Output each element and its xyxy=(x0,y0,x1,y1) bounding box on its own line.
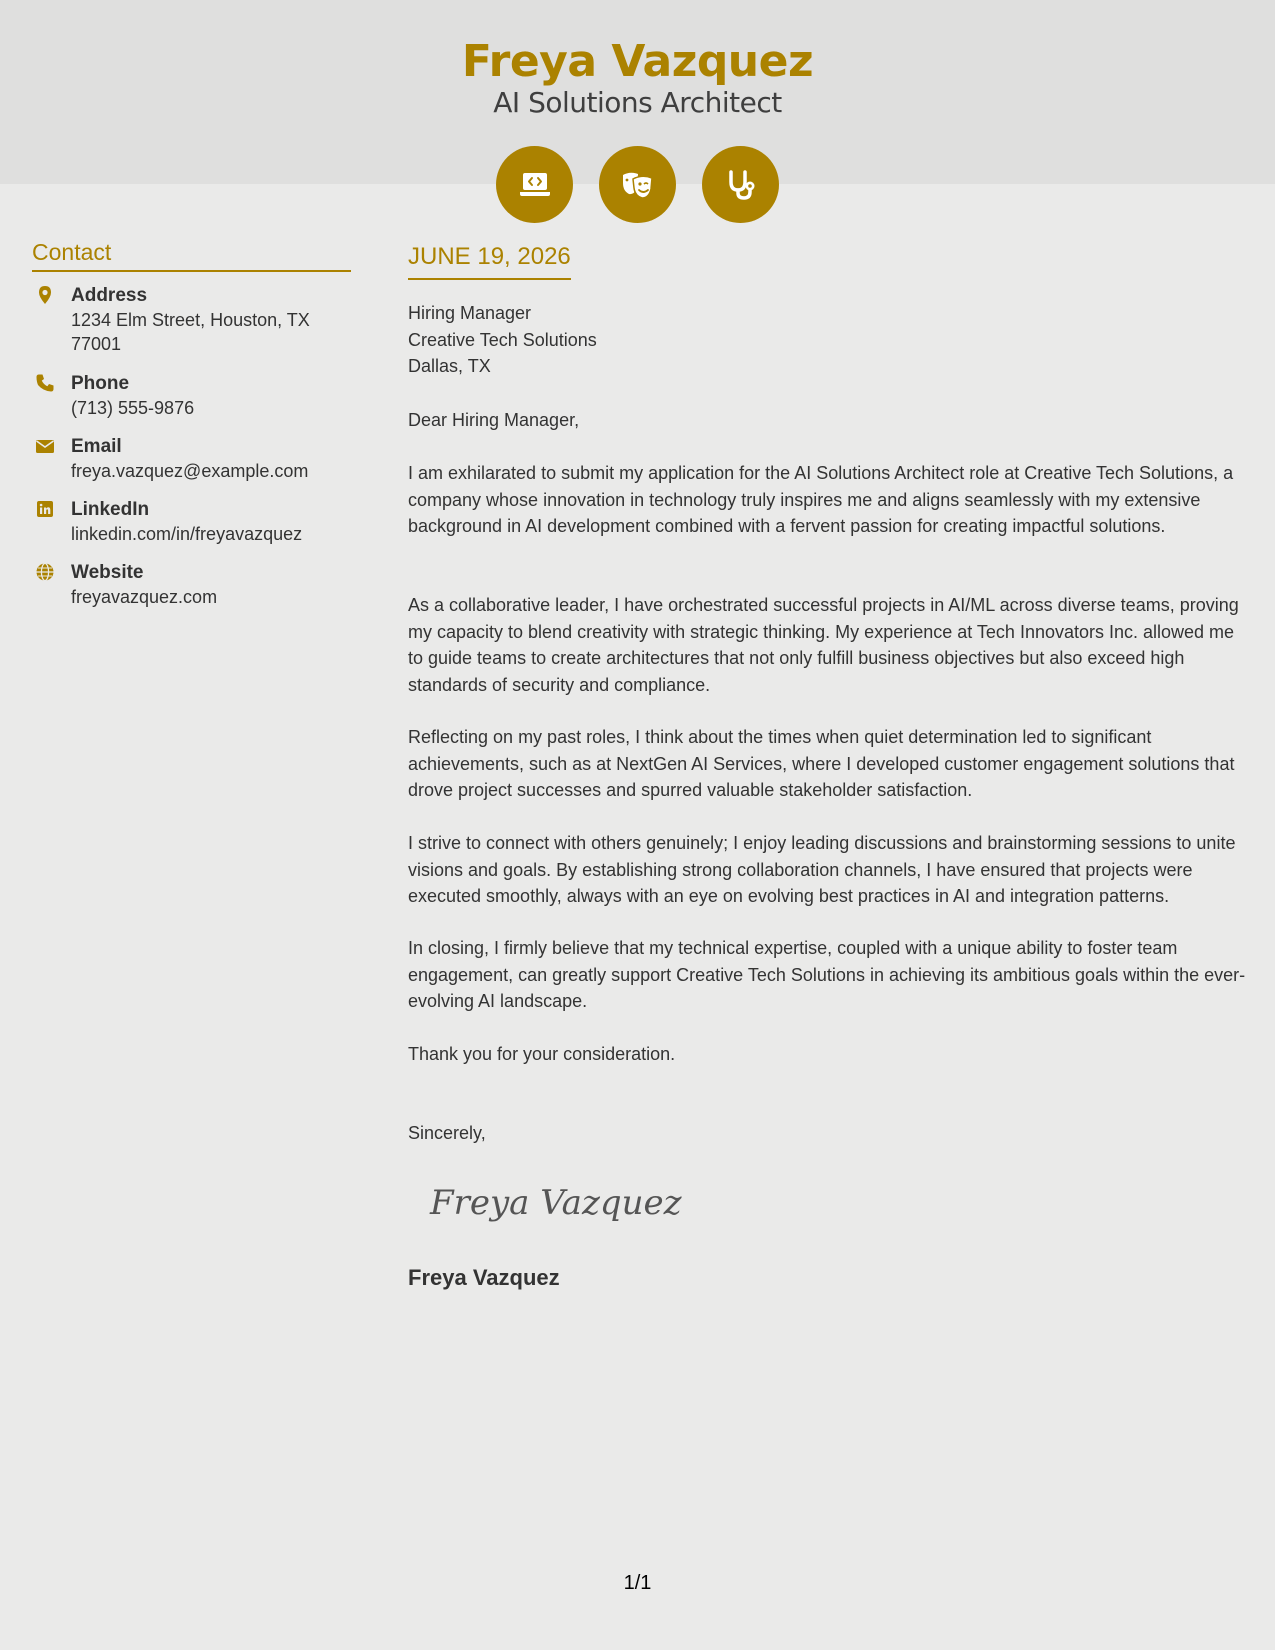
body-paragraph: I am exhilarated to submit my application for the AI Solutions Architect role at Creative Tech Solutions, a company whose innovation in technology truly inspires me and aligns seamlessly with my extensive background in AI development combined with a fervent passion for creating impactful solutions. xyxy=(408,463,1234,536)
closing: Sincerely, xyxy=(408,1123,486,1143)
contact-website xyxy=(32,560,362,610)
envelope-icon xyxy=(32,436,58,458)
recipient-location: Dallas, TX xyxy=(408,356,491,376)
handwritten-signature xyxy=(428,1172,728,1232)
contact-label: Phone xyxy=(71,373,130,394)
body-paragraph: I strive to connect with others genuinely; I enjoy leading discussions and brainstorming sessions to unite visions and goals. By establishing strong collaboration channels, I have ensured that projects were executed smoothly, always with an eye on evolving best practices in AI and integration patterns. xyxy=(408,833,1236,906)
contact-phone xyxy=(32,371,362,421)
contact-label: Address xyxy=(71,285,148,306)
applicant-role: AI Solutions Architect xyxy=(493,86,782,119)
contact-heading: Contact xyxy=(32,238,351,272)
body-paragraph: Thank you for your consideration. xyxy=(408,1044,676,1064)
contact-label: Website xyxy=(71,562,144,583)
signed-name: Freya Vazquez xyxy=(408,1265,560,1290)
contact-email xyxy=(32,434,362,484)
theater-masks-icon xyxy=(599,146,676,223)
salutation: Dear Hiring Manager, xyxy=(408,410,580,430)
applicant-name: Freya Vazquez xyxy=(461,36,814,87)
contact-value: linkedin.com/in/freyavazquez xyxy=(71,524,303,544)
linkedin-icon xyxy=(32,499,58,521)
body-paragraph: As a collaborative leader, I have orchestrated successful projects in AI/ML across diverse teams, proving my capacity to blend creativity with strategic thinking. My experience at Tech Innovators Inc. allowed me to guide teams to create architectures that not only fulfill business objectives but also exceed high standards of security and compliance. xyxy=(408,595,1239,695)
page-number: 1/1 xyxy=(623,1572,652,1594)
stethoscope-icon xyxy=(702,146,779,223)
globe-icon xyxy=(32,562,58,584)
contact-linkedin xyxy=(32,497,362,547)
letter-date: JUNE 19, 2026 xyxy=(408,242,571,280)
recipient-block xyxy=(408,300,597,380)
contact-value: freya.vazquez@example.com xyxy=(71,461,309,481)
contact-address xyxy=(32,283,362,357)
contact-value: freyavazquez.com xyxy=(71,587,218,607)
signature-text: Freya Vazquez xyxy=(430,1183,682,1223)
contact-value: (713) 555-9876 xyxy=(71,398,195,418)
recipient-company: Creative Tech Solutions xyxy=(408,329,597,350)
phone-icon xyxy=(32,373,58,395)
contact-label: Email xyxy=(71,436,122,457)
map-pin-icon xyxy=(32,285,58,307)
laptop-code-icon xyxy=(496,146,573,223)
recipient-title: Hiring Manager xyxy=(408,303,532,323)
contact-label: LinkedIn xyxy=(71,499,150,520)
contact-value: 1234 Elm Street, Houston, TX 77001 xyxy=(71,310,310,354)
body-paragraph: Reflecting on my past roles, I think about the times when quiet determination led to significant achievements, such as at NextGen AI Services, where I developed customer engagement solutions that drove project successes and spurred valuable stakeholder satisfaction. xyxy=(408,727,1235,800)
body-paragraph: In closing, I firmly believe that my technical expertise, coupled with a unique ability to foster team engagement, can greatly support Creative Tech Solutions in achieving its ambitious goals within the ever-evolving AI landscape. xyxy=(408,938,1246,1011)
